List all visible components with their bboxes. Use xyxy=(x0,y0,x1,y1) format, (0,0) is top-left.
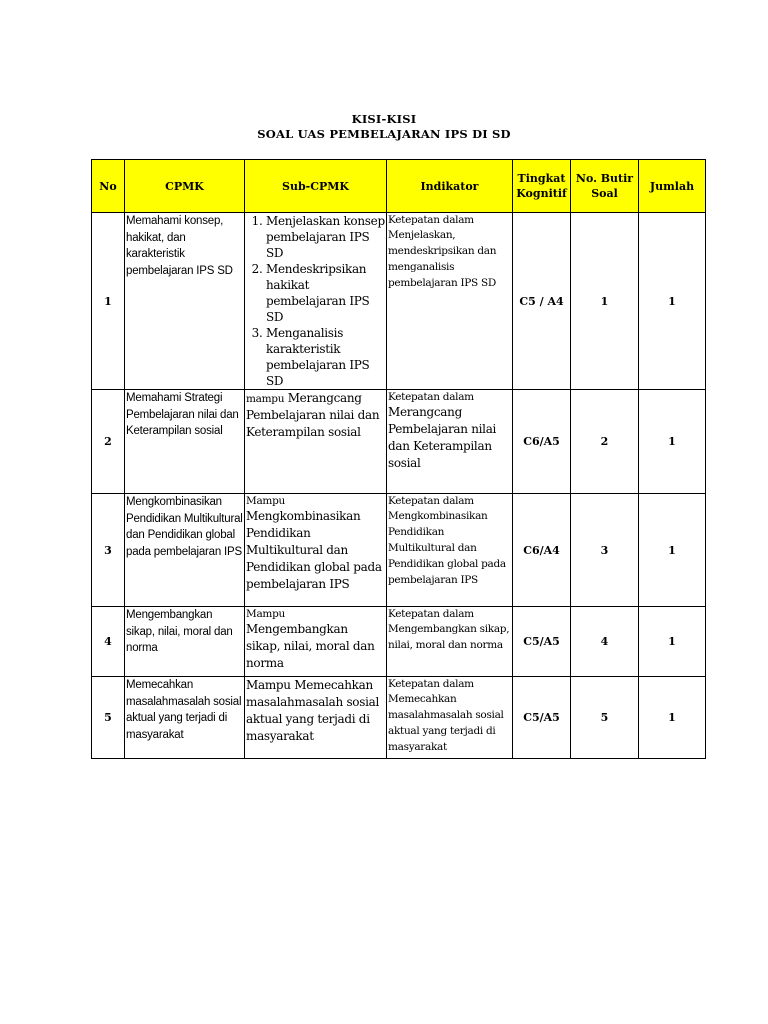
cell-jumlah: 1 xyxy=(639,213,706,390)
cell-jumlah: 1 xyxy=(639,677,706,759)
cell-indikator xyxy=(387,390,513,494)
header-tingkat-kognitif: Tingkat Kognitif xyxy=(513,160,571,213)
cell-no: 3 xyxy=(92,494,125,607)
cell-no: 4 xyxy=(92,607,125,677)
indikator-lead: Ketepatan dalam xyxy=(388,391,474,403)
sub-cpmk-lead: Mampu xyxy=(246,495,285,507)
indikator-lead: Ketepatan dalam xyxy=(388,495,474,507)
cell-tingkat-kognitif: C6/A5 xyxy=(513,390,571,494)
table-row xyxy=(92,494,706,607)
cell-jumlah: 1 xyxy=(639,494,706,607)
cell-tingkat-kognitif: C5/A5 xyxy=(513,607,571,677)
sub-cpmk-body: Mampu Memecahkan masalahmasalah sosial aktual yang terjadi di masyarakat xyxy=(246,678,380,743)
sub-cpmk-list xyxy=(246,213,385,389)
header-cpmk: CPMK xyxy=(125,160,245,213)
cell-no-butir-soal: 4 xyxy=(571,607,639,677)
indikator-lead: Ketepatan dalam xyxy=(388,678,474,690)
cell-no: 2 xyxy=(92,390,125,494)
cell-jumlah: 1 xyxy=(639,607,706,677)
table-row xyxy=(92,607,706,677)
list-item: 2. Mendeskripsikan hakikat pembelajaran IPS SD xyxy=(266,261,385,325)
table-row xyxy=(92,390,706,494)
sub-cpmk-body: Merangcang Pembelajaran nilai dan Keterampilan sosial xyxy=(246,391,380,439)
indikator-lead: Ketepatan dalam xyxy=(388,608,474,620)
header-no-butir-soal: No. Butir Soal xyxy=(571,160,639,213)
cell-jumlah: 1 xyxy=(639,390,706,494)
cell-indikator xyxy=(387,213,513,390)
cell-sub-cpmk xyxy=(245,213,387,390)
table-row xyxy=(92,213,706,390)
indikator-body: Mengkombinasikan Pendidikan Multikultural dan Pendidikan global pada pembelajaran IPS xyxy=(388,510,506,586)
sub-cpmk-lead: Mampu xyxy=(246,608,285,620)
cell-sub-cpmk xyxy=(245,494,387,607)
title-line-2: SOAL UAS PEMBELAJARAN IPS DI SD xyxy=(257,127,511,141)
cell-indikator xyxy=(387,607,513,677)
cell-no: 1 xyxy=(92,213,125,390)
cell-cpmk: Mengembangkan sikap, nilai, moral dan norma xyxy=(125,607,245,677)
header-jumlah: Jumlah xyxy=(639,160,706,213)
indikator-body: Merangcang Pembelajaran nilai dan Keterampilan sosial xyxy=(388,405,497,470)
cell-indikator xyxy=(387,677,513,759)
header-sub-cpmk: Sub-CPMK xyxy=(245,160,387,213)
cell-no-butir-soal: 3 xyxy=(571,494,639,607)
indikator-body: Memecahkan masalahmasalah sosial aktual yang terjadi di masyarakat xyxy=(388,693,504,753)
cell-tingkat-kognitif: C6/A4 xyxy=(513,494,571,607)
sub-cpmk-lead: mampu xyxy=(246,393,285,405)
title-line-1: KISI-KISI xyxy=(351,112,417,126)
cell-tingkat-kognitif: C5 / A4 xyxy=(513,213,571,390)
cell-sub-cpmk xyxy=(245,677,387,759)
header-no: No xyxy=(92,160,125,213)
cell-tingkat-kognitif: C5/A5 xyxy=(513,677,571,759)
document-title xyxy=(0,112,768,142)
sub-cpmk-body: Mengkombinasikan Pendidikan Multikultural dan Pendidikan global pada pembelajaran IPS xyxy=(246,509,382,591)
indikator-body: Menjelaskan, mendeskripsikan dan menganalisis pembelajaran IPS SD xyxy=(388,229,497,289)
cell-cpmk: Memahami Strategi Pembelajaran nilai dan Keterampilan sosial xyxy=(125,390,245,494)
kisi-kisi-table xyxy=(91,159,706,759)
list-item: 1. Menjelaskan konsep pembelajaran IPS SD xyxy=(266,213,385,261)
cell-no-butir-soal: 2 xyxy=(571,390,639,494)
cell-no: 5 xyxy=(92,677,125,759)
table-header-row xyxy=(92,160,706,213)
table-row xyxy=(92,677,706,759)
indikator-lead: Ketepatan dalam xyxy=(388,214,474,226)
cell-indikator xyxy=(387,494,513,607)
cell-sub-cpmk xyxy=(245,390,387,494)
cell-cpmk: Memahami konsep, hakikat, dan karakteristik pembelajaran IPS SD xyxy=(125,213,245,390)
cell-sub-cpmk xyxy=(245,607,387,677)
header-indikator: Indikator xyxy=(387,160,513,213)
cell-no-butir-soal: 5 xyxy=(571,677,639,759)
cell-cpmk: Memecahkan masalahmasalah sosial aktual yang terjadi di masyarakat xyxy=(125,677,245,759)
sub-cpmk-body: Mengembangkan sikap, nilai, moral dan norma xyxy=(246,622,375,670)
cell-cpmk: Mengkombinasikan Pendidikan Multikultural dan Pendidikan global pada pembelajaran IPS xyxy=(125,494,245,607)
indikator-body: Mengembangkan sikap, nilai, moral dan norma xyxy=(388,623,510,651)
cell-no-butir-soal: 1 xyxy=(571,213,639,390)
list-item: 3. Menganalisis karakteristik pembelajaran IPS SD xyxy=(266,325,385,389)
